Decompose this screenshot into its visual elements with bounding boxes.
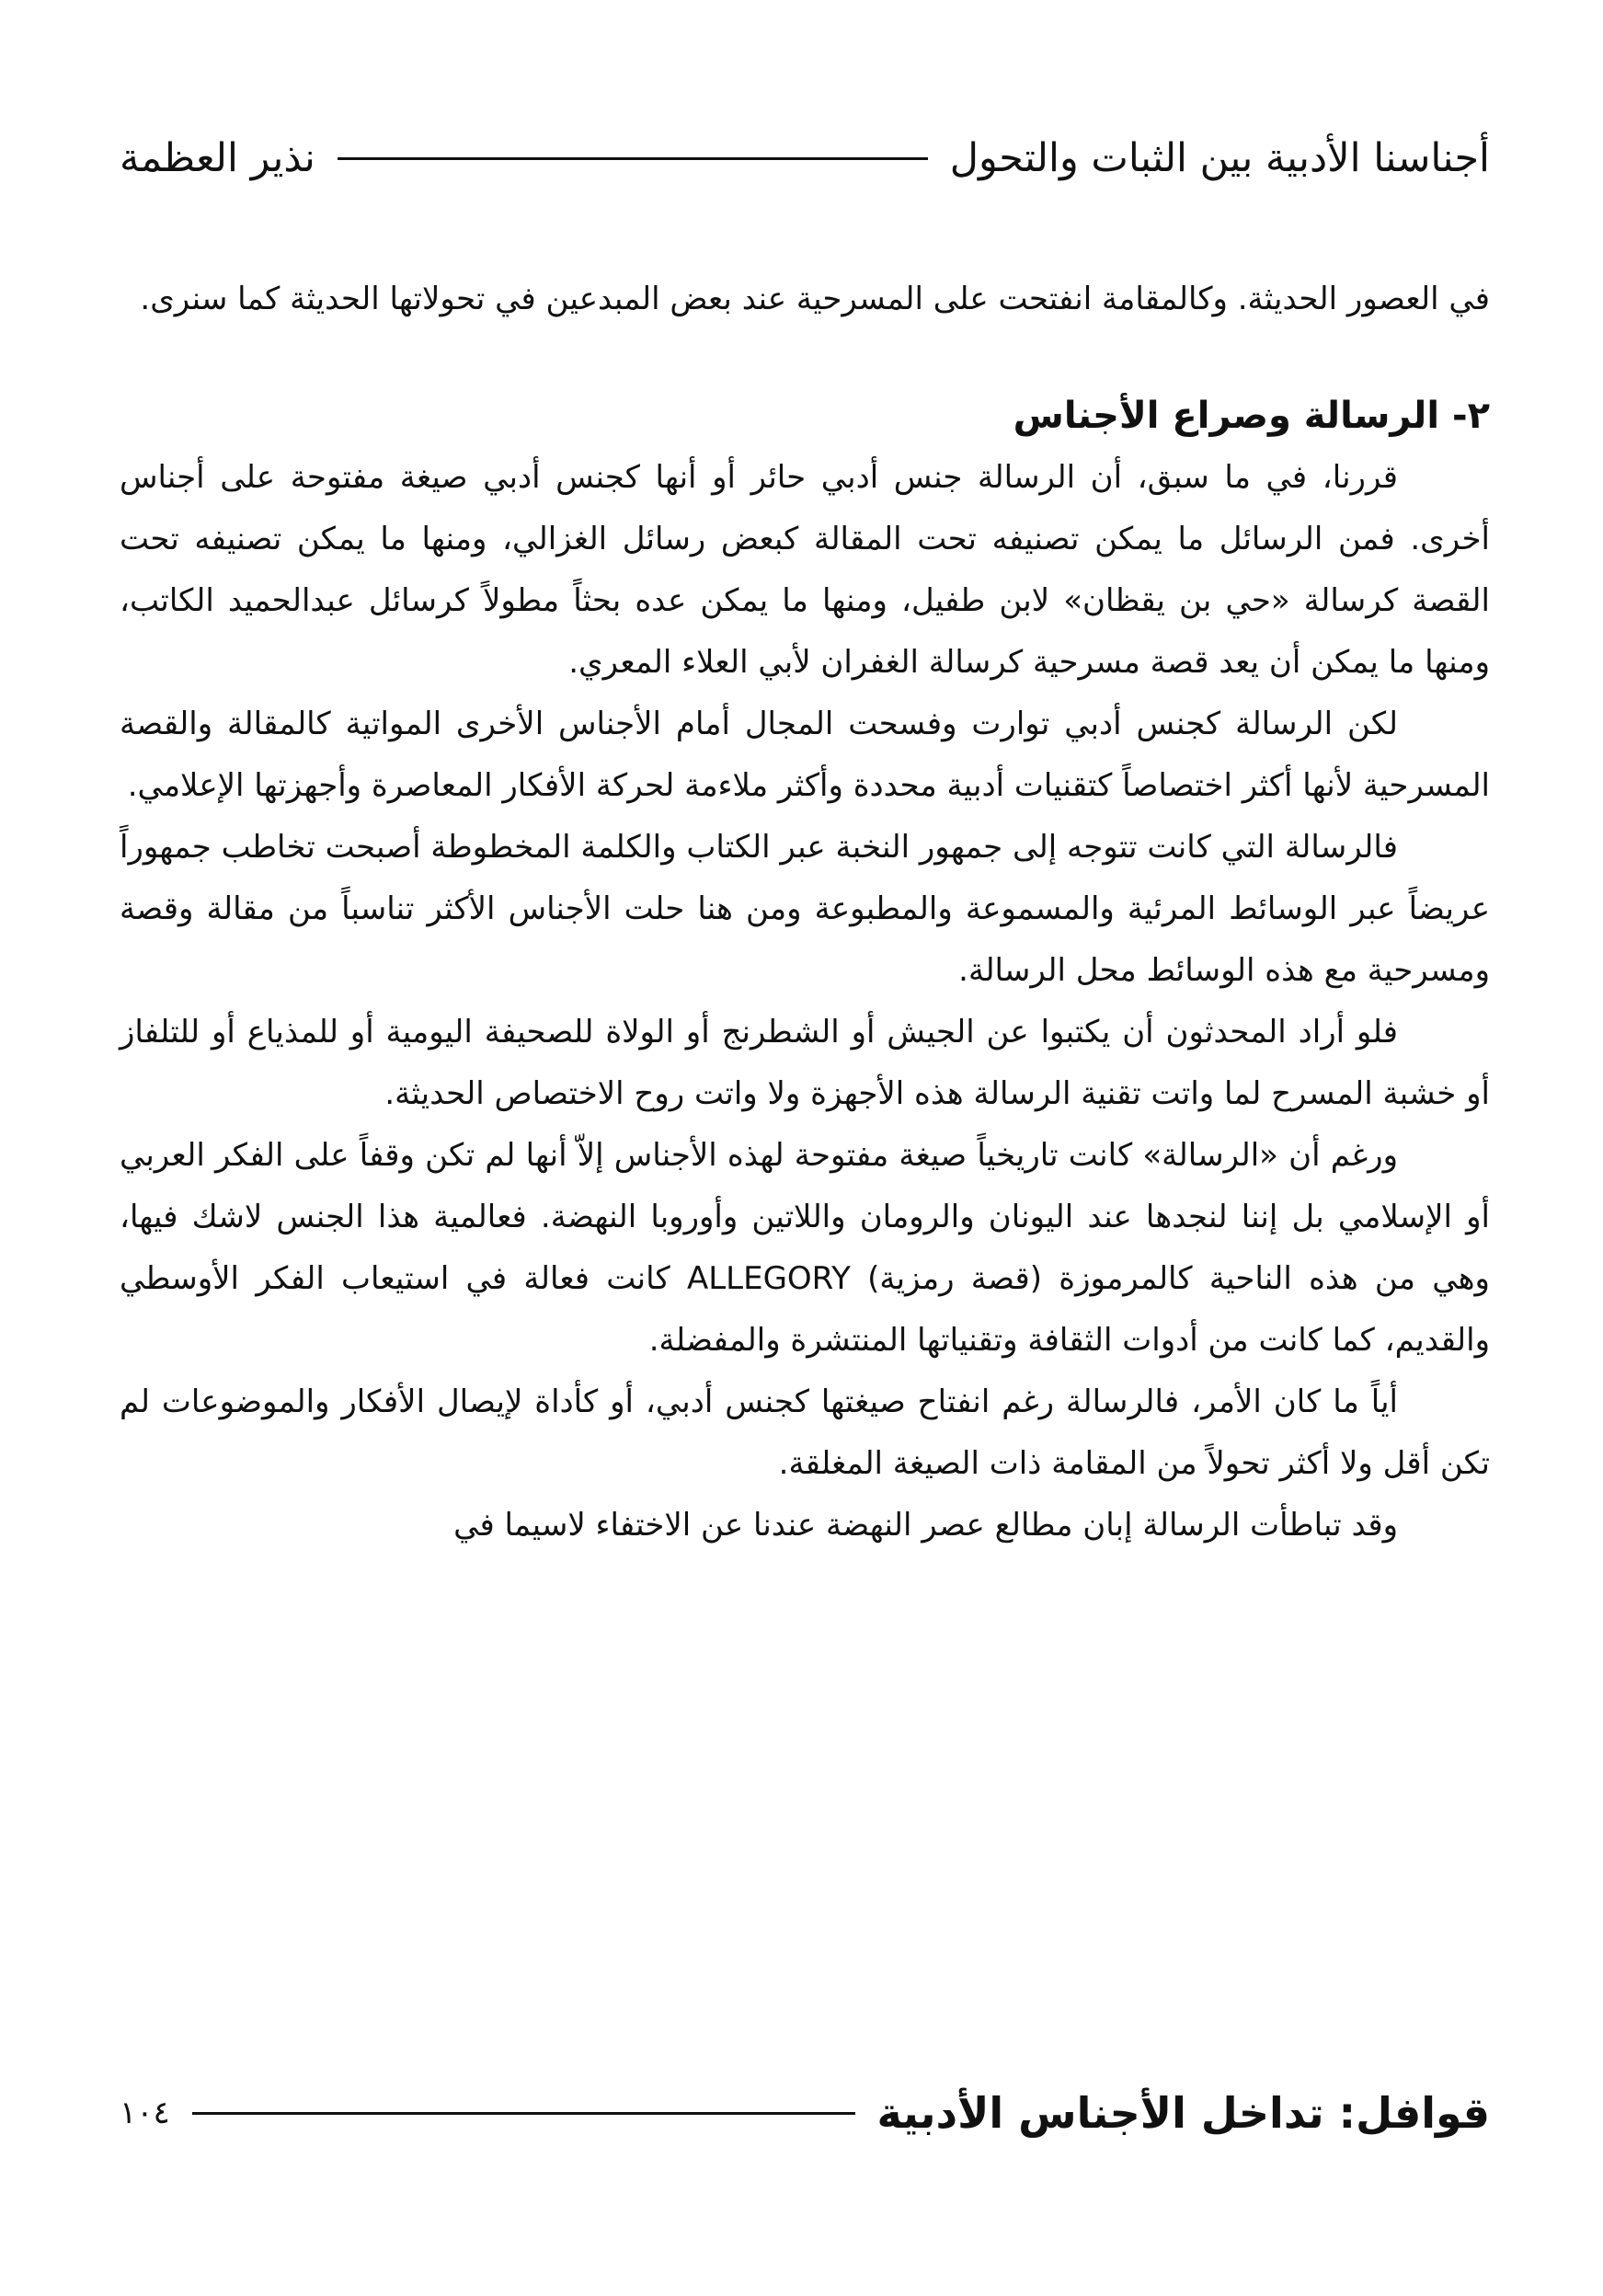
paragraph: فالرسالة التي كانت تتوجه إلى جمهور النخبة عبر الكتاب والكلمة المخطوطة أصبحت تخاطب جمهوراً عريضاً عبر الوسائط المرئية والمسموعة والمطبوعة ومن هنا حلت الأجناس الأكثر تناسباً من مقالة وقصة ومسرحية مع هذه الوسائط محل الرسالة. xyxy=(120,829,1490,989)
paragraph: أياً ما كان الأمر، فالرسالة رغم انفتاح صيغتها كجنس أدبي، أو كأداة لإيصال الأفكار والموضوعات لم تكن أقل ولا أكثر تحولاً من المقامة ذات الصيغة المغلقة. xyxy=(120,1383,1490,1482)
footer-title: قوافل: تداخل الأجناس الأدبية xyxy=(876,2088,1490,2138)
header-rule xyxy=(338,157,928,160)
footer-rule xyxy=(192,2112,855,2115)
paragraph: لكن الرسالة كجنس أدبي توارت وفسحت المجال أمام الأجناس الأخرى المواتية كالمقالة والقصة المسرحية لأنها أكثر اختصاصاً كتقنيات أدبية محددة وأكثر ملاءمة لحركة الأفكار المعاصرة وأجهزتها الإعلامي. xyxy=(120,706,1490,804)
section-heading: ٢- الرسالة وصراع الأجناس xyxy=(1013,395,1490,437)
header-title: أجناسنا الأدبية بين الثبات والتحول xyxy=(949,135,1490,181)
section-gap xyxy=(120,330,1490,385)
page-number: ١٠٤ xyxy=(120,2095,170,2131)
header-author: نذير العظمة xyxy=(120,135,315,181)
page-body xyxy=(120,269,1490,1556)
paragraph: فلو أراد المحدثون أن يكتبوا عن الجيش أو الشطرنج أو الولاة للصحيفة اليومية أو للمذياع أو للتلفاز أو خشبة المسرح لما واتت تقنية الرسالة هذه الأجهزة ولا واتت روح الاختصاص الحديثة. xyxy=(120,1014,1490,1112)
paragraph: وقد تباطأت الرسالة إبان مطالع عصر النهضة عندنا عن الاختفاء لاسيما في xyxy=(453,1507,1398,1544)
paragraph: ورغم أن «الرسالة» كانت تاريخياً صيغة مفتوحة لهذه الأجناس إلاّ أنها لم تكن وقفاً على الفكر العربي أو الإسلامي بل إننا لنجدها عند اليونان والرومان واللاتين وأوروبا النهضة. فعالمية هذا الجنس لاشك فيها، وهي من هذه الناحية كالمرموزة (قصة رمزية) ALLEGORY كانت فعالة في استيعاب الفكر الأوسطي والقديم، كما كانت من أدوات الثقافة وتقنياتها المنتشرة والمفضلة. xyxy=(120,1137,1490,1359)
paragraph: قررنا، في ما سبق، أن الرسالة جنس أدبي حائر أو أنها كجنس أدبي صيغة مفتوحة على أجناس أخرى. فمن الرسائل ما يمكن تصنيفه تحت المقالة كبعض رسائل الغزالي، ومنها ما يمكن تصنيفه تحت القصة كرسالة «حي بن يقظان» لابن طفيل، ومنها ما يمكن عده بحثاً مطولاً كرسائل عبدالحميد الكاتب، ومنها ما يمكن أن يعد قصة مسرحية كرسالة الغفران لأبي العلاء المعري. xyxy=(120,459,1490,681)
intro-paragraph: في العصور الحديثة. وكالمقامة انفتحت على المسرحية عند بعض المبدعين في تحولاتها الحديثة كما سنرى. xyxy=(140,281,1490,317)
running-header xyxy=(120,129,1490,188)
running-footer xyxy=(120,2081,1490,2145)
